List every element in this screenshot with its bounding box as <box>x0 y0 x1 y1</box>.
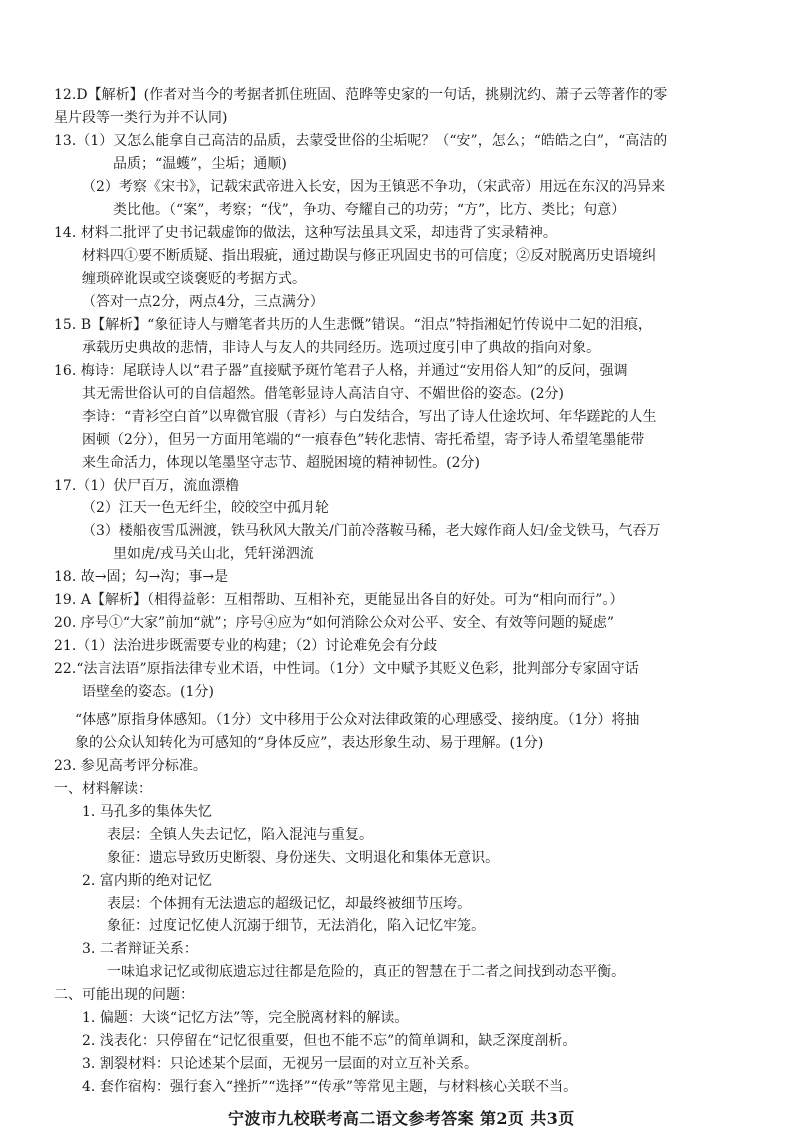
section-2-item-2: 2. 浅表化：只停留在“记忆很重要，但也不能不忘”的简单调和，缺乏深度剖析。 <box>82 1033 577 1050</box>
q17-line-2: （2）江天一色无纤尘，皎皎空中孤月轮 <box>82 500 329 517</box>
q23-line: 23. 参见高考评分标准。 <box>54 757 207 774</box>
q16-line-5: 来生命活力，体现以笔墨坚守志节、超脱困境的精神韧性。(2分) <box>82 454 481 471</box>
q22-line-3: “体感”原指身体感知。（1分）文中移用于公众对法律政策的心理感受、接纳度。（1分）将抽 <box>75 711 640 728</box>
q22-line-2: 语壁垒的姿态。(1分) <box>82 684 214 701</box>
page-footer: 宁波市九校联考高二语文参考答案 第2页 共3页 <box>228 1108 575 1128</box>
q16-line-3: 李诗：“青衫空白首”以卑微官服（青衫）与白发结合，写出了诗人仕途坎坷、年华蹉跎的人生 <box>82 408 657 425</box>
q13-line-4: 类比他。（“案”，考察；“伐”，争功、夸耀自己的功劳；“方”，比方、类比；句意） <box>113 201 626 218</box>
section-1-item-2-symbol: 象征：过度记忆使人沉溺于细节，无法消化，陷入记忆牢笼。 <box>107 918 486 935</box>
section-1-heading: 一、材料解读： <box>54 780 153 797</box>
q19-line: 19. A【解析】（相得益彰：互相帮助、互相补充，更能显出各自的好处。可为“相向而行”。） <box>54 592 624 609</box>
q12-line-1: 12.D【解析】(作者对当今的考据者抓住班固、范晔等史家的一句话，挑剔沈约、萧子云等著作的零 <box>54 87 668 103</box>
section-1-item-1-symbol: 象征：遗忘导致历史断裂、身份迷失、文明退化和集体无意识。 <box>107 849 500 866</box>
q13-line-3: （2）考察《宋书》，记载宋武帝进入长安，因为王镇恶不争功，（宋武帝）用远在东汉的冯异来 <box>82 178 666 195</box>
q16-line-2: 其无需世俗认可的自信超然。借笔彰显诗人高洁自守、不媚世俗的姿态。(2分) <box>82 385 565 402</box>
section-1-item-2: 2. 富内斯的绝对记忆 <box>82 872 212 889</box>
section-2-item-3: 3. 割裂材料：只论述某个层面，无视另一层面的对立互补关系。 <box>82 1056 478 1073</box>
section-2-heading: 二、可能出现的问题： <box>54 987 195 1004</box>
section-1-item-3: 3. 二者辩证关系： <box>82 941 198 958</box>
q14-line-1: 14. 材料二批评了史书记载虚饰的做法，这种写法虽具文采，却违背了实录精神。 <box>54 224 557 241</box>
q20-line: 20. 序号①“大家”前加“就”；序号④应为“如何消除公众对公平、安全、有效等问题的疑虑” <box>54 615 615 632</box>
q18-line: 18. 故→固；勾→沟；事→是 <box>54 569 229 586</box>
q17-line-3: （3）楼船夜雪瓜洲渡，铁马秋风大散关/门前冷落鞍马稀，老大嫁作商人妇/金戈铁马，气吞万 <box>82 523 661 540</box>
section-2-item-4: 4. 套作宿构：强行套入“挫折”“选择”“传承”等常见主题，与材料核心关联不当。 <box>82 1079 578 1096</box>
q16-line-4: 困顿（2分），但另一方面用笔端的“一痕春色”转化悲情、寄托希望，寄予诗人希望笔墨能带 <box>82 431 645 448</box>
section-2-item-1: 1. 偏题：大谈“记忆方法”等，完全脱离材料的解读。 <box>82 1010 409 1027</box>
q12-line-2: 星片段等一类行为并不认同) <box>54 110 228 126</box>
q22-line-4: 象的公众认知转化为可感知的“身体反应”，表达形象生动、易于理解。(1分) <box>75 734 544 751</box>
q14-line-2: 材料四①要不断质疑、指出瑕疵，通过勘误与修正巩固史书的可信度；②反对脱离历史语境纠 <box>82 247 657 264</box>
q21-line: 21.（1）法治进步既需要专业的构建；（2）讨论难免会有分歧 <box>54 638 438 655</box>
section-1-item-1: 1. 马孔多的集体失忆 <box>82 803 212 820</box>
q17-line-4: 里如虎/戎马关山北，凭轩涕泗流 <box>113 546 314 563</box>
q17-line-1: 17.（1）伏尸百万，流血漂橹 <box>54 477 240 494</box>
q15-line-2: 承载历史典故的悲情，非诗人与友人的共同经历。选项过度引申了典故的指向对象。 <box>82 339 601 356</box>
section-1-item-3-text: 一味追求记忆或彻底遗忘过往都是危险的，真正的智慧在于二者之间找到动态平衡。 <box>107 964 626 981</box>
q16-line-1: 16. 梅诗：尾联诗人以“君子器”直接赋予斑竹笔君子人格，并通过“安用俗人知”的反问，强调 <box>54 362 628 379</box>
q13-line-1: 13.（1）又怎么能拿自己高洁的品质，去蒙受世俗的尘垢呢？（“安”，怎么；“皓皓之白”，“高洁的 <box>54 132 668 149</box>
section-1-item-1-surface: 表层：全镇人失去记忆，陷入混沌与重复。 <box>107 826 374 843</box>
q13-line-2: 品质；“温蠖”，尘垢；通顺) <box>113 155 287 172</box>
section-1-item-2-surface: 表层：个体拥有无法遗忘的超级记忆，却最终被细节压垮。 <box>107 895 472 912</box>
q14-line-3: 缠琐碎讹误或空谈褒贬的考据方式。 <box>82 270 307 287</box>
q15-line-1: 15. B【解析】“象征诗人与赠笔者共历的人生悲慨”错误。“泪点”特指湘妃竹传说中二妃的泪痕， <box>54 316 652 333</box>
q22-line-1: 22.“法言法语”原指法律专业术语，中性词。（1分）文中赋予其贬义色彩，批判部分专家固守话 <box>54 661 639 678</box>
q14-line-4: （答对一点2分，两点4分，三点满分） <box>82 293 324 310</box>
